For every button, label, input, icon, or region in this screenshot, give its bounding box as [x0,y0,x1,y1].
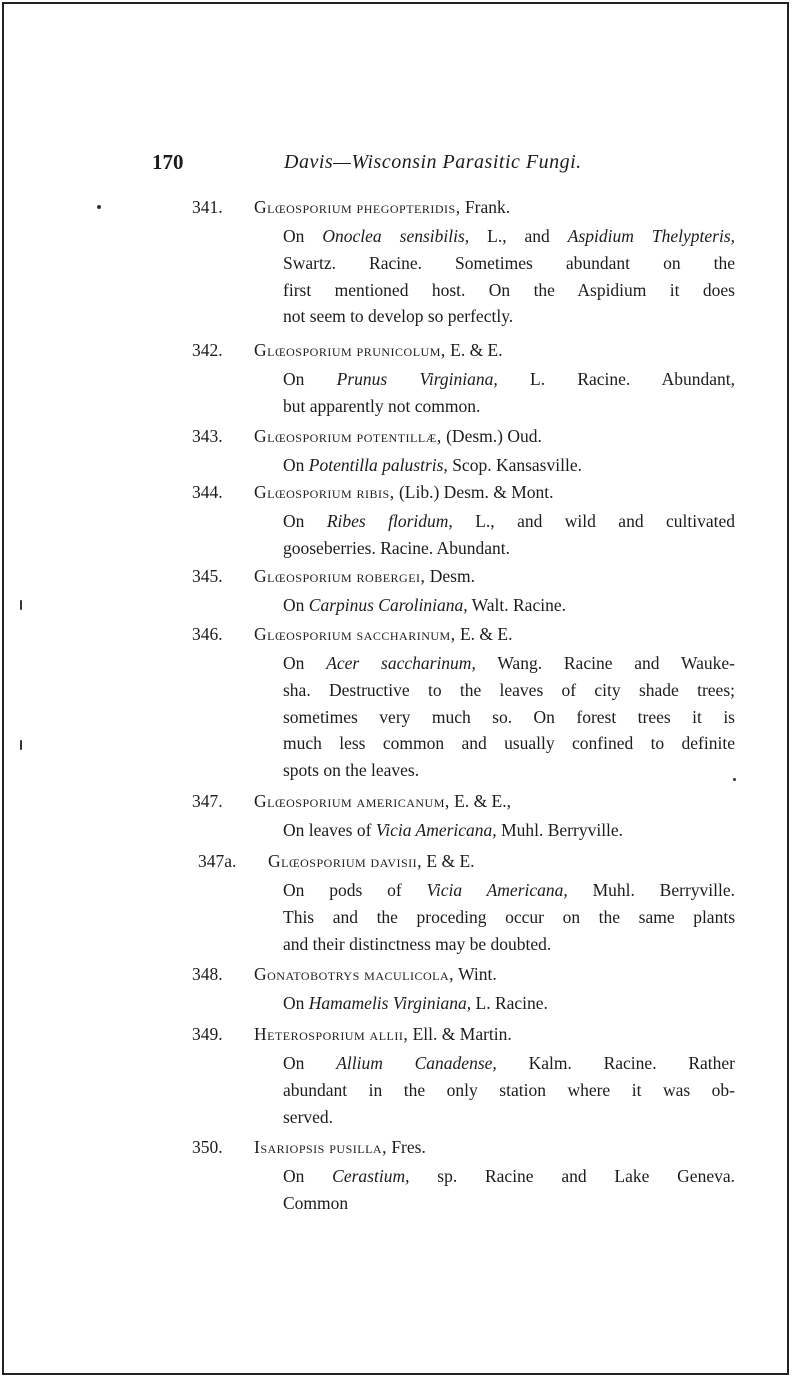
description-text: spots on the leaves. [283,760,420,781]
margin-speck [20,740,22,750]
species-authority: E. & E. [459,624,513,644]
species-name [254,1137,426,1158]
description-text: Kalm. Racine. Rather [496,1053,735,1073]
genus-name: Glœosporium [254,791,353,811]
entry-description [283,877,735,957]
entry-description [283,452,735,479]
description-text: but apparently not common. [283,395,481,416]
description-text: L., and wild and cultivated [452,511,735,531]
description-line [283,704,735,731]
description-line [283,730,735,757]
description-text: On [283,226,323,246]
description-line [283,650,735,677]
genus-name: Isariopsis [254,1137,325,1157]
entry-number: 350. [192,1137,223,1157]
entry-number: 345. [192,566,223,586]
entry-description [283,592,735,619]
entry-description [283,508,735,562]
description-line [283,366,735,393]
entry-description [283,990,735,1017]
entry-number: 349. [192,1024,223,1044]
species-name [254,624,512,645]
description-line [283,904,735,931]
description-line [283,223,735,250]
description-text: sha. Destructive to the leaves of city shade trees; [283,679,735,700]
species-authority: Desm. [429,566,475,586]
species-name [254,791,511,812]
description-line [283,1050,735,1077]
entry-description [283,650,735,784]
species-epithet: allii, [369,1024,409,1044]
description-text: not seem to develop so perfectly. [283,306,514,327]
species-epithet: maculicola, [364,964,455,984]
genus-name: Glœosporium [254,197,353,217]
entry-description [283,366,735,420]
page-number: 170 [152,150,184,174]
entry-number: 342. [192,340,223,360]
description-text: first mentioned host. On the Aspidium it does [283,279,735,300]
description-text: Muhl. Berryville. [567,880,736,900]
species-authority: Fres. [391,1137,426,1157]
page-header [152,150,612,180]
species-epithet: saccharinum, [356,624,456,644]
description-text: sometimes very much so. On forest trees it is [283,706,735,727]
species-name [254,566,475,587]
description-text: On leaves of [283,820,376,840]
description-text: Wang. Racine and Wauke- [475,653,735,673]
species-name [254,482,554,503]
description-text: On [283,993,309,1013]
description-line [283,277,735,304]
host-name: Potentilla palustris, [308,455,448,475]
species-epithet: davisii, [370,851,423,871]
description-line [283,452,735,479]
species-authority: (Lib.) Desm. & Mont. [398,482,554,502]
species-authority: (Desm.) Oud. [446,426,542,446]
description-text: Scop. Kansasville. [447,455,582,475]
host-name: Aspidium Thelypteris, [567,226,735,246]
description-text: This and the proceding occur on the same plants [283,906,735,927]
description-text: served. [283,1106,334,1127]
host-name: Ribes floridum, [326,511,453,531]
description-text: On [283,595,309,615]
entry-description [283,1050,735,1130]
description-line [283,1190,735,1217]
genus-name: Glœosporium [254,624,353,644]
description-line [283,1163,735,1190]
description-text: On pods of [283,880,427,900]
species-name [268,851,475,872]
species-name [254,340,503,361]
entry-number: 346. [192,624,223,644]
species-authority: Frank. [464,197,511,217]
description-text: sp. Racine and Lake Geneva. [409,1166,735,1186]
genus-name: Glœosporium [254,426,353,446]
description-text: On [283,1053,337,1073]
description-text: On [283,511,327,531]
description-text: On [283,455,309,475]
host-name: Allium Canadense, [336,1053,497,1073]
species-epithet: robergei, [356,566,426,586]
description-text: L. Racine. [471,993,548,1013]
species-authority: Wint. [458,964,497,984]
description-line [283,1104,735,1131]
description-line [283,508,735,535]
species-authority: E & E. [426,851,475,871]
description-line [283,393,735,420]
entry-number: 344. [192,482,223,502]
running-title: Davis—Wisconsin Parasitic Fungi. [284,151,582,173]
host-name: Vicia Americana, [375,820,497,840]
species-authority: Ell. & Martin. [412,1024,512,1044]
description-text: and their distinctness may be doubted. [283,933,552,954]
description-text: gooseberries. Racine. Abundant. [283,537,510,558]
description-text: Swartz. Racine. Sometimes abundant on the [283,252,735,273]
host-name: Hamamelis Virginiana, [308,993,472,1013]
entry-description [283,817,735,844]
species-authority: E. & E., [454,791,511,811]
genus-name: Glœosporium [268,851,367,871]
description-line [283,250,735,277]
description-line [283,592,735,619]
genus-name: Glœosporium [254,340,353,360]
host-name: Acer saccharinum, [326,653,476,673]
description-line [283,817,735,844]
margin-speck [20,600,22,610]
description-line [283,877,735,904]
host-name: Prunus Virginiana, [336,369,498,389]
description-text: Walt. Racine. [467,595,566,615]
description-line [283,1077,735,1104]
entry-number: 343. [192,426,223,446]
description-line [283,535,735,562]
entry-number: 347. [192,791,223,811]
entry-description [283,1163,735,1217]
species-epithet: ribis, [356,482,395,502]
entry-description [283,223,735,330]
description-line [283,303,735,330]
description-text: L. Racine. Abundant, [497,369,735,389]
species-name [254,1024,512,1045]
description-text: Common [283,1192,349,1213]
description-text: On [283,369,337,389]
species-epithet: potentillæ, [356,426,442,446]
description-text: On [283,653,327,673]
species-name [254,426,542,447]
margin-speck [97,205,101,209]
species-epithet: pusilla, [329,1137,387,1157]
species-name [254,197,510,218]
species-name [254,964,497,985]
host-name: Vicia Americana, [426,880,568,900]
host-name: Cerastium, [332,1166,410,1186]
species-epithet: phegopteridis, [356,197,461,217]
host-name: Onoclea sensibilis, [322,226,470,246]
genus-name: Glœosporium [254,482,353,502]
entry-number: 341. [192,197,223,217]
description-line [283,677,735,704]
species-authority: E. & E. [450,340,503,360]
species-epithet: prunicolum, [356,340,446,360]
description-text: On [283,1166,333,1186]
host-name: Carpinus Caroliniana, [308,595,468,615]
entry-number: 347a. [198,851,237,871]
description-line [283,990,735,1017]
genus-name: Heterosporium [254,1024,366,1044]
description-text: Muhl. Berryville. [496,820,624,840]
genus-name: Gonatobotrys [254,964,360,984]
description-text: abundant in the only station where it was ob- [283,1079,735,1100]
entry-number: 348. [192,964,223,984]
description-text: L., and [469,226,568,246]
description-line [283,931,735,958]
description-line [283,757,735,784]
genus-name: Glœosporium [254,566,353,586]
description-text: much less common and usually confined to definite [283,733,735,754]
species-epithet: americanum, [356,791,450,811]
